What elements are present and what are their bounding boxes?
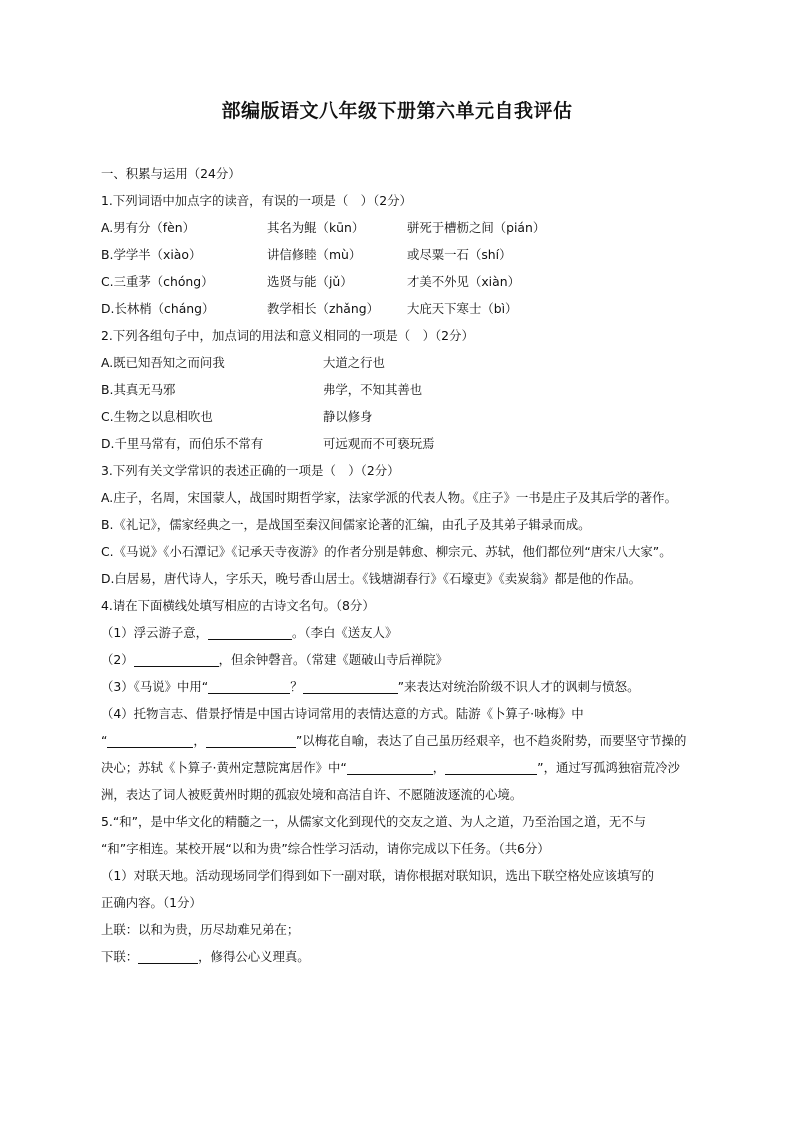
- text: （1）浮云游子意，: [101, 625, 209, 640]
- text: ，: [193, 733, 206, 748]
- couplet-lower: [101, 943, 721, 970]
- text: 决心；苏轼《卜算子·黄州定慧院寓居作》中“: [101, 760, 347, 775]
- option-cell: B.其真无马邪: [101, 382, 176, 397]
- option-cell: 弗学，不知其善也: [323, 382, 423, 397]
- option-cell: A.既已知吾知之而问我: [101, 355, 225, 370]
- question-1-row-c: [101, 268, 721, 295]
- text: ，修得公心义理真。: [198, 949, 310, 964]
- option-cell: C.生物之以息相吹也: [101, 409, 213, 424]
- question-3-option-d: D.白居易，唐代诗人，字乐天，晚号香山居士。《钱塘湖春行》《石壕吏》《卖炭翁》都是他的作品。: [101, 571, 642, 586]
- option-cell: A.男有分（fèn）: [101, 220, 195, 235]
- answer-blank[interactable]: [445, 760, 537, 775]
- text: （3）《马说》中用“: [101, 679, 209, 694]
- text: （2）: [101, 652, 134, 667]
- option-cell: C.三重茅（chóng）: [101, 274, 214, 289]
- text: ，: [432, 760, 446, 775]
- option-cell: 教学相长（zhǎng）: [267, 301, 380, 316]
- question-1-row-a: [101, 214, 721, 241]
- question-4-item-4-line-2: [101, 727, 721, 754]
- page-title: 部编版语文八年级下册第六单元自我评估: [221, 100, 573, 122]
- document-body: [101, 160, 721, 970]
- answer-blank[interactable]: [107, 733, 193, 748]
- text: ”来表达对统治阶级不识人才的讽刺与愤怒。: [397, 679, 640, 694]
- option-cell: D.千里马常有，而伯乐不常有: [101, 436, 264, 451]
- option-cell: 讲信修睦（mù）: [267, 247, 362, 262]
- question-2-row-a: [101, 349, 721, 376]
- option-cell: 或尽粟一石（shí）: [407, 247, 512, 262]
- section-heading: 一、积累与运用（24分）: [101, 166, 241, 181]
- question-2-row-b: [101, 376, 721, 403]
- question-2-stem: 2.下列各组句子中，加点词的用法和意义相同的一项是（ ）（2分）: [101, 328, 474, 343]
- answer-blank[interactable]: [208, 625, 292, 640]
- option-cell: 可远观而不可亵玩焉: [323, 436, 435, 451]
- text: ？: [290, 679, 303, 694]
- answer-blank[interactable]: [347, 760, 433, 775]
- text: ”以梅花自喻，表达了自己虽历经艰辛，也不趋炎附势，而要坚守节操的: [295, 733, 687, 748]
- text: 下联：: [101, 949, 139, 964]
- question-3-option-b: B.《礼记》，儒家经典之一，是战国至秦汉间儒家论著的汇编，由孔子及其弟子辑录而成。: [101, 517, 591, 532]
- question-4-item-4-line-3: [101, 754, 721, 781]
- answer-blank[interactable]: [208, 679, 290, 694]
- answer-blank[interactable]: [134, 652, 219, 667]
- question-1-stem: 1.下列词语中加点字的读音，有误的一项是（ ）（2分）: [101, 193, 412, 208]
- question-4-item-4-line-1: （4）托物言志、借景抒情是中国古诗词常用的表情达意的方式。陆游《卜算子·咏梅》中: [101, 706, 584, 721]
- question-3-option-c: C.《马说》《小石潭记》《记承天寺夜游》的作者分别是韩愈、柳宗元、苏轼，他们都位列“唐宋八大家”。: [101, 544, 672, 559]
- question-3-option-a: A.庄子，名周，宋国蒙人，战国时期哲学家，法家学派的代表人物。《庄子》一书是庄子及其后学的著作。: [101, 490, 677, 505]
- answer-blank[interactable]: [206, 733, 296, 748]
- option-cell: 其名为鲲（kūn）: [267, 220, 365, 235]
- question-5-task-1-line-1: （1）对联天地。活动现场同学们得到如下一副对联，请你根据对联知识，选出下联空格处应该填写的: [101, 868, 655, 883]
- option-cell: 才美不外见（xiàn）: [407, 274, 520, 289]
- text: 。（李白《送友人》: [292, 625, 398, 640]
- question-4-item-4-line-4: 洲，表达了词人被贬黄州时期的孤寂处境和高洁自许、不愿随波逐流的心境。: [101, 787, 523, 802]
- option-cell: 大道之行也: [323, 355, 385, 370]
- text: ”，通过写孤鸿独宿荒冷沙: [537, 760, 680, 775]
- question-5-stem-line-1: 5.“和”，是中华文化的精髓之一，从儒家文化到现代的交友之道、为人之道，乃至治国之道，无不与: [101, 814, 647, 829]
- question-2-row-d: [101, 430, 721, 457]
- question-4-item-2: [101, 646, 721, 673]
- question-4-item-1: [101, 619, 721, 646]
- question-1-row-b: [101, 241, 721, 268]
- question-5-stem-line-2: “和”字相连。某校开展“以和为贵”综合性学习活动，请你完成以下任务。（共6分）: [101, 841, 550, 856]
- answer-blank[interactable]: [303, 679, 398, 694]
- couplet-upper: 上联：以和为贵，历尽劫难兄弟在；: [101, 922, 300, 937]
- question-4-item-3: [101, 673, 721, 700]
- option-cell: B.学学半（xiào）: [101, 247, 202, 262]
- question-3-stem: 3.下列有关文学常识的表述正确的一项是（ ）（2分）: [101, 463, 400, 478]
- option-cell: 静以修身: [323, 409, 373, 424]
- option-cell: D.长林梢（cháng）: [101, 301, 215, 316]
- text: “: [101, 733, 108, 748]
- answer-blank[interactable]: [138, 949, 198, 964]
- option-cell: 骈死于槽枥之间（pián）: [407, 220, 546, 235]
- question-4-stem: 4.请在下面横线处填写相应的古诗文名句。（8分）: [101, 598, 375, 613]
- option-cell: 选贤与能（jǔ）: [267, 274, 353, 289]
- text: ，但余钟磬音。（常建《题破山寺后禅院》: [218, 652, 448, 667]
- question-5-task-1-line-2: 正确内容。（1分）: [101, 895, 202, 910]
- option-cell: 大庇天下寒士（bì）: [407, 301, 518, 316]
- question-2-row-c: [101, 403, 721, 430]
- question-1-row-d: [101, 295, 721, 322]
